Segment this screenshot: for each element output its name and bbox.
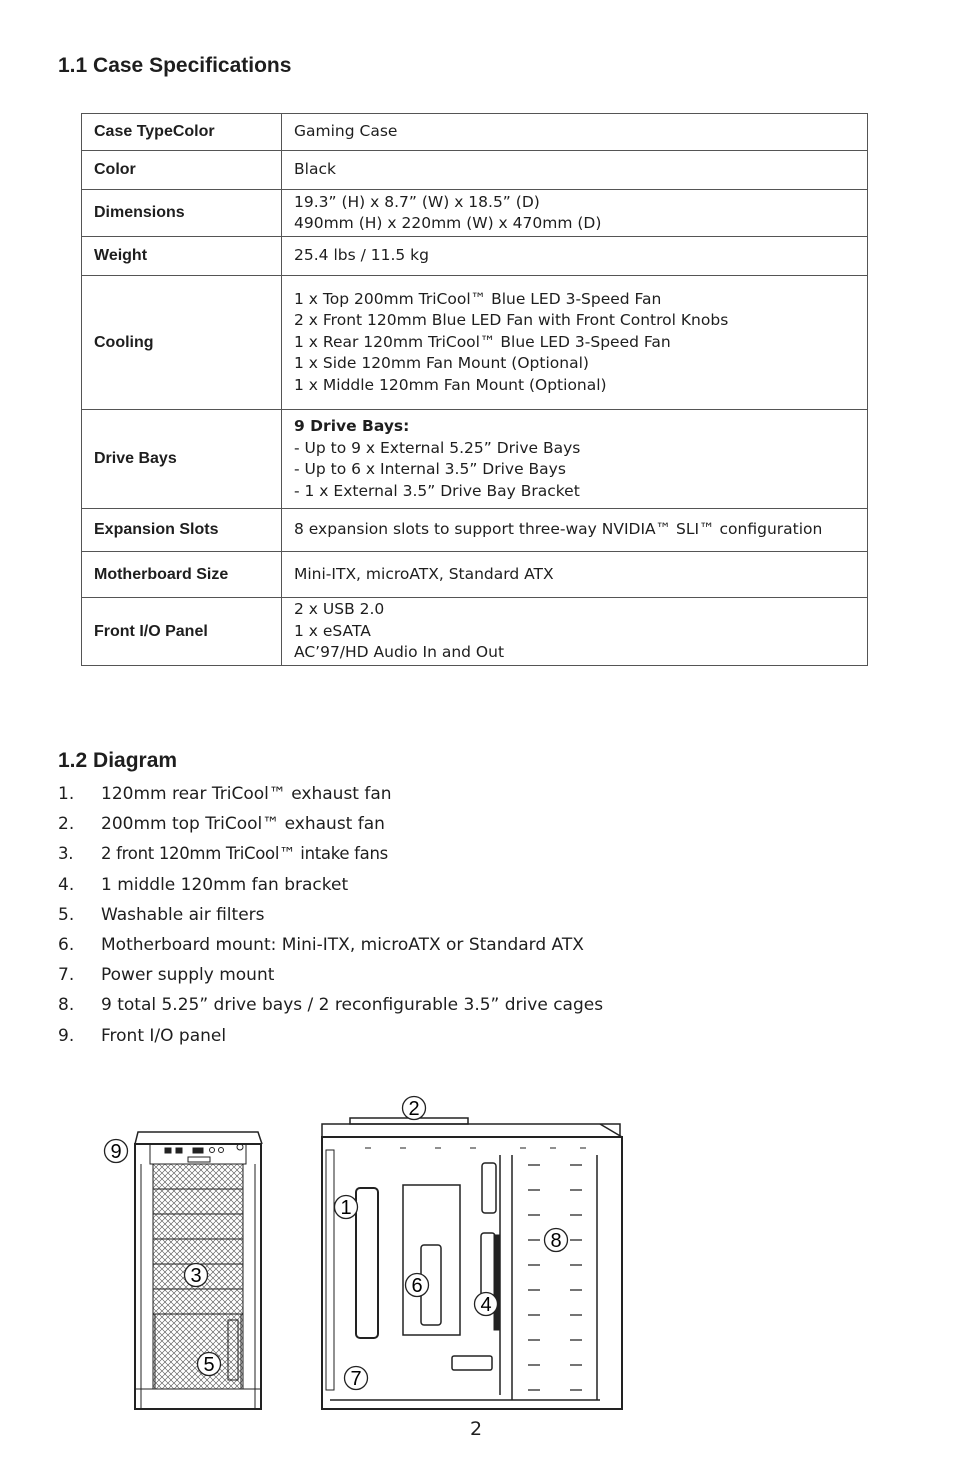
spec-value-line: - Up to 9 x External 5.25” Drive Bays: [294, 438, 581, 457]
page-number: 2: [470, 1418, 483, 1440]
spec-value: [282, 410, 868, 509]
spec-value: [282, 509, 868, 552]
list-item-number: 6.: [58, 934, 75, 955]
callout-8: [545, 1229, 568, 1253]
list-item-text: Motherboard mount: Mini-ITX, microATX or Standard ATX: [101, 934, 584, 955]
list-item-number: 5.: [58, 904, 75, 925]
diagram-list-item: [58, 781, 603, 811]
list-item-text: 200mm top TriCool™ exhaust fan: [101, 814, 385, 835]
list-item-number: 7.: [58, 965, 75, 986]
spec-row: [82, 509, 868, 552]
spec-value: [282, 151, 868, 190]
svg-text:2: 2: [408, 1098, 420, 1120]
spec-row: [82, 114, 868, 151]
callout-6: [406, 1274, 429, 1298]
svg-text:1: 1: [340, 1197, 352, 1219]
spec-value-line: - 1 x External 3.5” Drive Bay Bracket: [294, 481, 580, 500]
spec-label: Dimensions: [82, 190, 282, 237]
spec-label: Drive Bays: [82, 410, 282, 509]
svg-text:7: 7: [350, 1368, 362, 1390]
spec-label: Front I/O Panel: [82, 598, 282, 666]
list-item-text: 2 front 120mm TriCool™ intake fans: [101, 844, 388, 864]
list-item-number: 9.: [58, 1025, 75, 1046]
spec-row: [82, 190, 868, 237]
svg-text:3: 3: [190, 1265, 202, 1287]
side-view-drawing: [322, 1118, 622, 1409]
spec-value-line: 9 Drive Bays:: [294, 417, 410, 435]
list-item-text: Washable air filters: [101, 904, 265, 925]
list-item-text: Front I/O panel: [101, 1025, 227, 1046]
list-item-text: 9 total 5.25” drive bays / 2 reconfigurable 3.5” drive cages: [101, 995, 604, 1016]
spec-row: [82, 410, 868, 509]
diagram-list-item: [58, 992, 603, 1022]
list-item-number: 8.: [58, 995, 75, 1016]
callout-7: [345, 1367, 368, 1391]
spec-label: Weight: [82, 237, 282, 276]
spec-value: [282, 552, 868, 598]
spec-value-line: Black: [294, 160, 336, 179]
diagram-list-item: [58, 962, 603, 992]
spec-value-line: Mini-ITX, microATX, Standard ATX: [294, 564, 554, 583]
spec-label: Motherboard Size: [82, 552, 282, 598]
diagram-list-item: [58, 1023, 603, 1053]
spec-row: [82, 237, 868, 276]
spec-value-line: 2 x USB 2.0: [294, 600, 385, 619]
spec-row: [82, 552, 868, 598]
spec-value-line: - Up to 6 x Internal 3.5” Drive Bays: [294, 460, 566, 478]
spec-value: [282, 190, 868, 237]
callout-5: [198, 1353, 221, 1377]
list-item-number: 1.: [58, 784, 75, 804]
spec-value-line: AC’97/HD Audio In and Out: [294, 643, 505, 662]
callout-4: [475, 1293, 498, 1317]
diagram-list-item: [58, 902, 603, 932]
spec-value-line: 1 x eSATA: [294, 621, 371, 640]
list-item-number: 4.: [58, 874, 75, 895]
section-title-diagram: 1.2 Diagram: [58, 749, 178, 772]
spec-value-line: 25.4 lbs / 11.5 kg: [294, 246, 429, 265]
callout-9: [105, 1140, 128, 1164]
spec-row: [82, 151, 868, 190]
svg-text:9: 9: [110, 1141, 122, 1163]
svg-text:5: 5: [203, 1354, 215, 1376]
spec-value-line: 490mm (H) x 220mm (W) x 470mm (D): [294, 214, 602, 232]
list-item-text: 120mm rear TriCool™ exhaust fan: [101, 784, 392, 804]
spec-label: Color: [82, 151, 282, 190]
list-item-number: 3.: [58, 844, 74, 864]
diagram-list-item: [58, 932, 603, 962]
callout-1: [335, 1196, 358, 1220]
callout-3: [185, 1264, 208, 1288]
spec-value: [282, 276, 868, 410]
diagram-list-item: [58, 872, 603, 902]
svg-text:6: 6: [411, 1275, 423, 1297]
spec-value-line: Gaming Case: [294, 122, 398, 141]
svg-text:8: 8: [550, 1230, 562, 1252]
diagram-list-item: [58, 811, 603, 841]
spec-value-line: 19.3” (H) x 8.7” (W) x 18.5” (D): [294, 192, 540, 211]
spec-value-line: 1 x Top 200mm TriCool™ Blue LED 3-Speed Fan: [294, 289, 662, 308]
spec-label: Expansion Slots: [82, 509, 282, 552]
diagram-legend-list: [58, 781, 603, 1053]
spec-value-line: 8 expansion slots to support three-way NVIDIA™ SLI™ configuration: [294, 520, 823, 539]
svg-text:4: 4: [480, 1294, 492, 1316]
spec-value: [282, 598, 868, 666]
specifications-table: [81, 113, 868, 666]
section-title-specifications: 1.1 Case Specifications: [58, 54, 292, 77]
spec-row: [82, 598, 868, 666]
spec-value-line: 1 x Rear 120mm TriCool™ Blue LED 3-Speed Fan: [294, 332, 671, 351]
spec-value-line: 1 x Side 120mm Fan Mount (Optional): [294, 354, 589, 373]
spec-value: [282, 237, 868, 276]
spec-row: [82, 276, 868, 410]
list-item-text: 1 middle 120mm fan bracket: [101, 874, 349, 895]
spec-value-line: 1 x Middle 120mm Fan Mount (Optional): [294, 375, 607, 394]
spec-value-line: 2 x Front 120mm Blue LED Fan with Front Control Knobs: [294, 311, 729, 330]
spec-label: Cooling: [82, 276, 282, 410]
spec-value: [282, 114, 868, 151]
callout-2: [403, 1097, 426, 1121]
spec-label: Case TypeColor: [82, 114, 282, 151]
list-item-number: 2.: [58, 814, 75, 835]
diagram-list-item: [58, 841, 603, 871]
case-diagram-figure: [0, 1080, 954, 1415]
list-item-text: Power supply mount: [101, 965, 275, 986]
